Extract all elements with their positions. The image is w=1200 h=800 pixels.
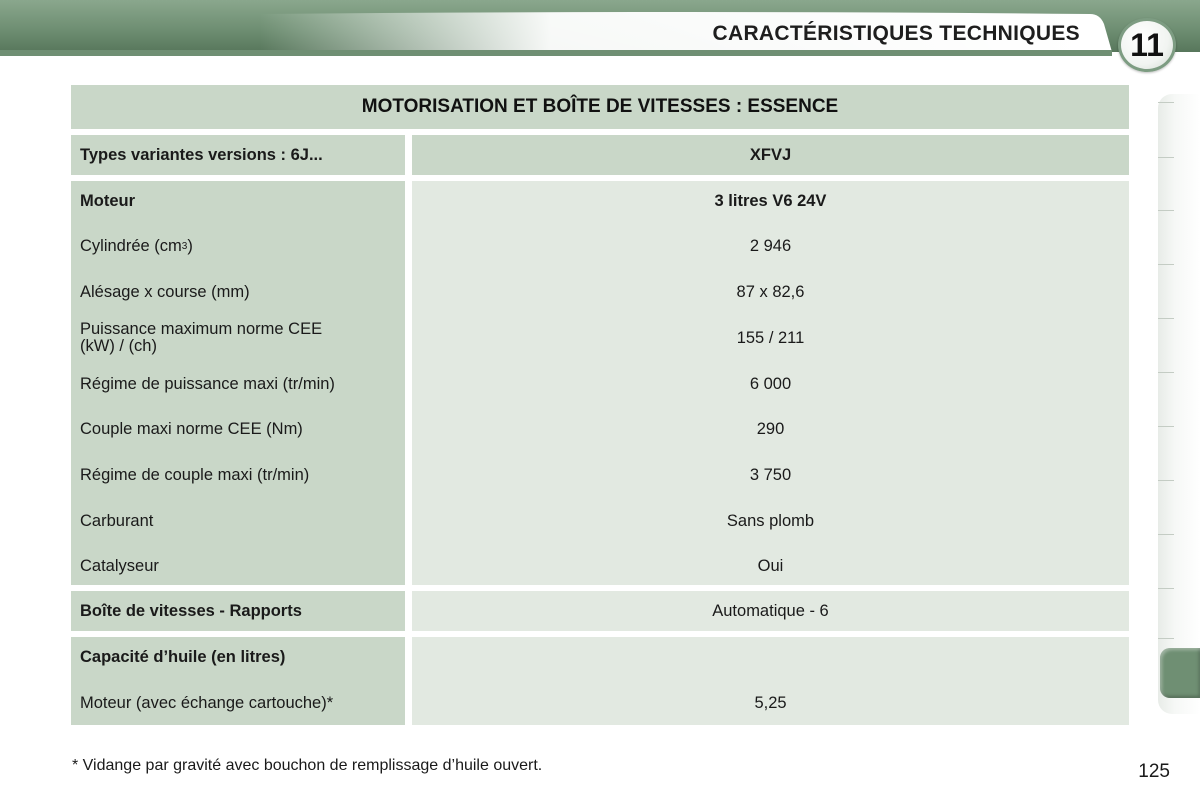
row-value: 6 000	[749, 374, 792, 393]
engine-block	[71, 181, 1129, 585]
oil-heading-label: Capacité d’huile (en litres)	[80, 647, 286, 666]
gearbox-row	[71, 591, 1129, 631]
row-label: Moteur (avec échange cartouche)*	[80, 693, 334, 712]
version-row	[71, 135, 1129, 175]
table-row	[71, 588, 1129, 634]
table-row	[71, 178, 1129, 224]
row-label	[80, 315, 398, 361]
page-number: 125	[1138, 761, 1170, 782]
row-value: 87 x 82,6	[736, 282, 805, 301]
gearbox-value: Automatique - 6	[712, 601, 829, 620]
row-label-text: Cylindrée (cm	[80, 236, 182, 255]
row-label: Alésage x course (mm)	[80, 282, 250, 301]
oil-capacity-block	[71, 637, 1129, 725]
table-row	[71, 361, 1129, 407]
chapter-title: CARACTÉRISTIQUES TECHNIQUES	[712, 22, 1080, 45]
table-row	[71, 498, 1129, 544]
version-label: Types variantes versions : 6J...	[80, 145, 323, 164]
table-row	[71, 543, 1129, 589]
row-value: Oui	[757, 556, 784, 575]
row-label: Catalyseur	[80, 556, 159, 575]
row-value: 155 / 211	[736, 328, 805, 347]
table-row	[71, 223, 1129, 269]
row-value: 2 946	[749, 236, 792, 255]
chapter-tab-divider	[1158, 372, 1174, 373]
row-label-superscript: 3	[181, 240, 188, 252]
table-row	[71, 315, 1129, 361]
chapter-tab-divider	[1158, 102, 1174, 103]
table-row	[71, 680, 1129, 726]
footnote: * Vidange par gravité avec bouchon de remplissage d’huile ouvert.	[72, 757, 543, 774]
row-label: Régime de puissance maxi (tr/min)	[80, 374, 335, 393]
chapter-tab-divider	[1158, 588, 1174, 589]
row-label-line: (kW) / (ch)	[80, 337, 157, 355]
row-label-text: )	[187, 236, 193, 255]
table-row	[71, 269, 1129, 315]
row-label-line: Puissance maximum norme CEE	[80, 320, 323, 338]
row-value: Sans plomb	[726, 511, 815, 530]
table-row	[71, 132, 1129, 178]
table-row	[71, 634, 1129, 680]
chapter-tab-strip	[1158, 82, 1200, 722]
row-value: 5,25	[754, 693, 787, 712]
chapter-tab-divider	[1158, 480, 1174, 481]
chapter-tab-divider	[1158, 638, 1174, 639]
chapter-tab-divider	[1158, 426, 1174, 427]
table-row	[71, 452, 1129, 498]
chapter-tab-strip-background	[1158, 94, 1200, 714]
engine-heading-label: Moteur	[80, 191, 135, 210]
row-label: Couple maxi norme CEE (Nm)	[80, 419, 303, 438]
chapter-tab-divider	[1158, 157, 1174, 158]
chapter-tab-active[interactable]	[1160, 648, 1200, 698]
gearbox-label: Boîte de vitesses - Rapports	[80, 601, 302, 620]
chapter-tab-divider	[1158, 264, 1174, 265]
version-value: XFVJ	[749, 145, 792, 164]
table-title: MOTORISATION ET BOÎTE DE VITESSES : ESSENCE	[71, 85, 1129, 129]
engine-heading-value: 3 litres V6 24V	[714, 191, 827, 210]
chapter-number-badge: 11	[1118, 18, 1176, 72]
row-label: Carburant	[80, 511, 154, 530]
chapter-tab-divider	[1158, 534, 1174, 535]
chapter-tab-divider	[1158, 318, 1174, 319]
table-row	[71, 406, 1129, 452]
row-value: 290	[756, 419, 785, 438]
row-value: 3 750	[749, 465, 792, 484]
chapter-tab-divider	[1158, 210, 1174, 211]
row-label: Régime de couple maxi (tr/min)	[80, 465, 310, 484]
row-label	[80, 223, 398, 269]
